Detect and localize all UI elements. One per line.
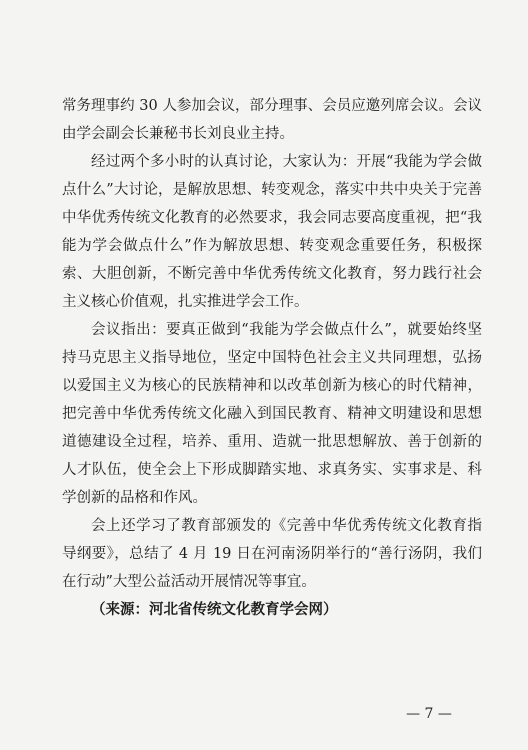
paragraph-4-block bbox=[62, 512, 482, 596]
paragraph-2: 经过两个多小时的认真讨论，大家认为：开展“我能为学会做点什么”大讨论，是解放思想、转变观念，落实中共中央关于完善中华优秀传统文化教育的必然要求，我会同志要高度重视，把“我能为学会做点什么”作为解放思想、转变观念重要任务，积极探索、大胆创新，不断完善中华优秀传统文化教育，努力践行社会主义核心价值观，扎实推进学会工作。 bbox=[62, 154, 482, 310]
paragraph-1-block bbox=[62, 92, 482, 148]
paragraph-3: 会议指出：要真正做到“我能为学会做点什么”，就要始终坚持马克思主义指导地位，坚定中国特色社会主义共同理想，弘扬以爱国主义为核心的民族精神和以改革创新为核心的时代精神，把完善中华优秀传统文化融入到国民教育、精神文明建设和思想道德建设全过程，培养、重用、造就一批思想解放、善于创新的人才队伍，使全会上下形成脚踏实地、求真务实、实事求是、科学创新的品格和作风。 bbox=[62, 322, 482, 506]
paragraph-4: 会上还学习了教育部颁发的《完善中华优秀传统文化教育指导纲要》，总结了 4 月 19 日在河南汤阴举行的“善行汤阴，我们在行动”大型公益活动开展情况等事宜。 bbox=[62, 518, 482, 590]
page-number: — 7 — bbox=[406, 706, 452, 722]
paragraph-1: 常务理事约 30 人参加会议，部分理事、会员应邀列席会议。会议由学会副会长兼秘书长刘良业主持。 bbox=[62, 98, 482, 142]
source-block bbox=[62, 596, 482, 624]
paragraph-3-block bbox=[62, 316, 482, 512]
source-line: （来源：河北省传统文化教育学会网） bbox=[91, 601, 338, 618]
paragraph-2-block bbox=[62, 148, 482, 316]
